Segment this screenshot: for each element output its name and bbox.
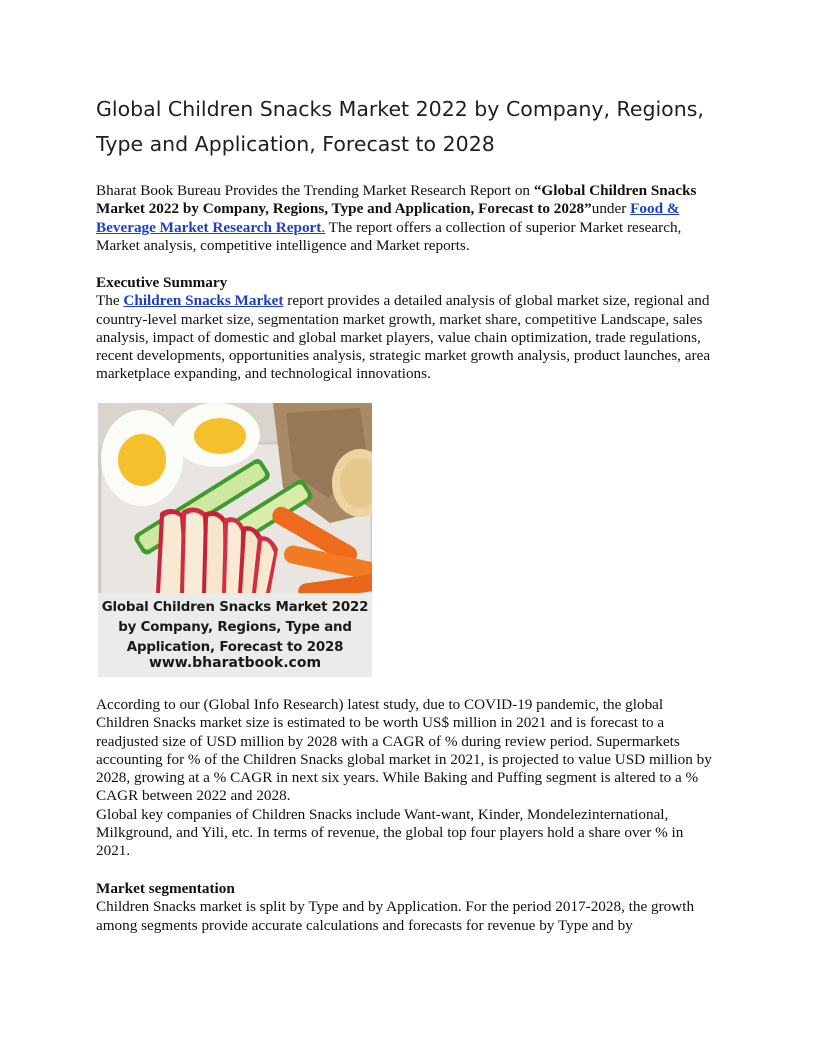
study-paragraph: According to our (Global Info Research) latest study, due to COVID-19 pandemic, the global Children Snacks market size is estimated to be worth US$ million in 2021 and is forecast to a readjusted size of USD million by 2028 with a CAGR of % during review period. Supermarkets accounting for % of the Children Snacks global market in 2021, is projected to value USD million by 2028, growing at a % CAGR in next six years. While Baking and Puffing segment is altered to a % CAGR between 2022 and 2028. (96, 696, 712, 805)
market-link[interactable]: Children Snacks Market (123, 292, 284, 310)
intro-under: under (591, 200, 627, 218)
market-segmentation-text: Children Snacks market is split by Type and by Application. For the period 2017-2028, the growth among segments provide accurate calculations and forecasts for revenue by Type and by (96, 898, 695, 934)
cover-caption-url: www.bharatbook.com (148, 655, 322, 671)
exec-lead: The (96, 292, 124, 310)
market-segmentation-section (96, 880, 720, 935)
category-link-period[interactable]: . (321, 218, 326, 236)
page-title: Global Children Snacks Market 2022 by Company, Regions, Type and Application, Forecast to 2028 (96, 97, 704, 156)
intro-rest: The report offers a collection of superior Market research, Market analysis, competitive intelligence and Market reports. (96, 218, 682, 254)
snacks-photo (98, 403, 372, 593)
exec-rest: report provides a detailed analysis of global market size, regional and country-level market size, segmentation market growth, market share, competitive Landscape, sales analysis, impact of domestic and global market players, value chain optimization, trade regulations, recent developments, opportunities analysis, strategic market growth analysis, product launches, area marketplace expanding, and technological innovations. (96, 292, 711, 383)
intro-lead: Bharat Book Bureau Provides the Trending Market Research Report on (96, 182, 534, 199)
cover-caption (98, 593, 372, 677)
intro-paragraph (96, 182, 720, 255)
executive-summary-section (96, 274, 720, 384)
cover-caption-title: Global Children Snacks Market 2022 by Company, Regions, Type and Application, Forecast to 2028 (101, 600, 369, 655)
category-link[interactable]: Food & Beverage Market Research Report (96, 200, 680, 236)
study-section (96, 696, 720, 861)
executive-summary-heading: Executive Summary (96, 274, 228, 291)
key-companies-paragraph: Global key companies of Children Snacks include Want-want, Kinder, Mondelezinternational, Milkground, and Yili, etc. In terms of revenue, the global top four players hold a share over % in 2021. (96, 805, 684, 860)
report-cover-image (98, 403, 372, 677)
report-name: “Global Children Snacks Market 2022 by Company, Regions, Type and Application, Forecast to 2028” (96, 182, 697, 218)
market-segmentation-heading: Market segmentation (96, 880, 235, 897)
